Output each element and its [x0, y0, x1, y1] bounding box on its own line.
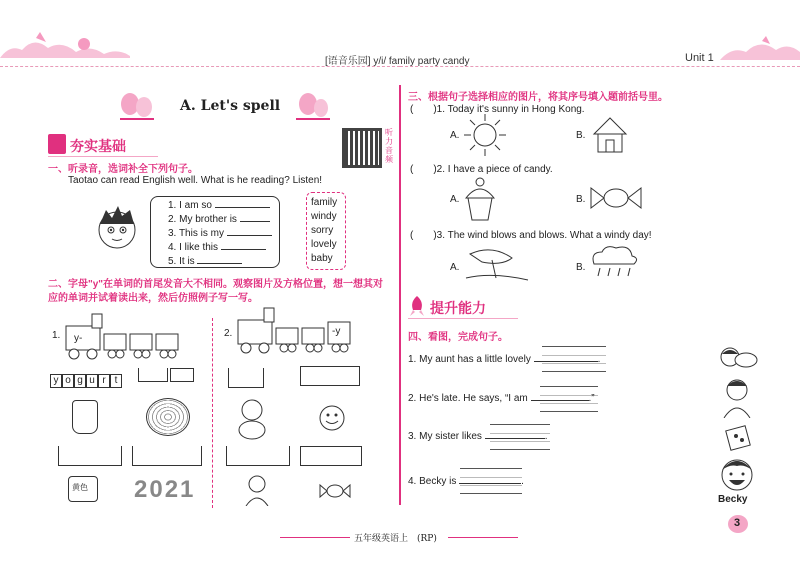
late-boy-icon: [720, 378, 754, 423]
top-deco-left: [0, 30, 130, 58]
wrapped-candy-icon: [588, 184, 644, 217]
year-label: 2021: [134, 476, 196, 503]
q3-item-2: ( )2. I have a piece of candy.: [410, 164, 553, 175]
footer-rule-right: [448, 537, 518, 538]
baby-icon: [236, 398, 268, 445]
yogurt-example: [50, 370, 122, 388]
word-option: windy: [311, 211, 337, 222]
sun-icon: [462, 112, 508, 163]
letter-grid[interactable]: [58, 446, 122, 466]
title-deco-right: [296, 92, 330, 125]
cupcake-icon: [462, 176, 498, 222]
footer-book: 五年级英语上 (RP): [354, 534, 437, 544]
q2-instruction: 二、字母"y"在单词的首尾发音大不相同。观察图片及方格位置，想一想其对应的单词并试着读出来，然后仿照例子写一写。: [48, 279, 384, 304]
landscape-icon: [720, 34, 800, 60]
book-icon: [48, 134, 66, 154]
letter-grid[interactable]: [300, 366, 360, 386]
word-option: family: [311, 197, 338, 208]
option-a-label: A.: [450, 130, 460, 141]
answer-blank[interactable]: [221, 249, 266, 250]
tree-icon: [120, 92, 154, 120]
header-topic: [语音乐园] y/i/ family party candy: [325, 56, 470, 67]
q3-instruction: 三、根据句子选择相应的图片，将其序号填入题前括号里。: [408, 92, 668, 103]
sun-icon: [462, 112, 508, 158]
rain-cloud-icon: [586, 244, 640, 285]
option-a-label: A.: [450, 262, 460, 273]
letter-grid[interactable]: [226, 446, 290, 466]
q1-sentence: 1. I am so: [168, 200, 212, 211]
q2-col2-label: 2.: [224, 328, 233, 339]
boy-face-icon: [92, 202, 142, 252]
section-underline: [408, 318, 518, 319]
option-a-label: A.: [450, 194, 460, 205]
section-underline: [48, 156, 158, 157]
candy-bag-icon: [722, 422, 754, 457]
letter-grid[interactable]: [132, 446, 202, 466]
q4-end: .: [521, 476, 524, 487]
q1-intro: Taotao can read English well. What is he reading? Listen!: [68, 175, 323, 186]
boy-icon: [242, 474, 272, 506]
q1-sentence: 4. I like this: [168, 242, 219, 253]
letter-grid[interactable]: [228, 368, 264, 388]
footer-rule-left: [280, 537, 350, 538]
option-b-label: B.: [576, 262, 586, 273]
header-rule-right: [400, 66, 800, 67]
section-basic-title: 夯实基础: [70, 139, 126, 155]
sorry-boy-icon: [242, 474, 272, 511]
word-option: baby: [311, 253, 333, 264]
header-rule-left: [0, 66, 400, 67]
q1-sentence: 2. My brother is: [168, 214, 237, 225]
smiley-icon: [318, 404, 346, 437]
candy-icon: [722, 422, 754, 452]
answer-blank[interactable]: [215, 207, 270, 208]
q2-divider: [212, 318, 213, 508]
title-deco-left: [120, 92, 154, 125]
cupcake-icon: [462, 176, 498, 227]
q2-col2-train-label: -y: [332, 326, 341, 337]
q1-words: [311, 197, 337, 267]
q2-col1-label: 1.: [52, 330, 61, 341]
letter-grid[interactable]: [300, 446, 362, 466]
answer-blank[interactable]: [197, 263, 242, 264]
smiley-icon: [318, 404, 346, 432]
q4-item-4: [408, 476, 524, 487]
boy-illustration: [92, 202, 142, 257]
girl-face-icon: [718, 456, 756, 492]
answer-blank[interactable]: [534, 361, 598, 362]
letter-cell: o: [62, 374, 74, 388]
answer-blank[interactable]: [227, 235, 272, 236]
q3-item-3: ( )3. The wind blows and blows. What a windy day!: [410, 230, 652, 241]
q3-item-1: ( )1. Today it's sunny in Hong Kong.: [410, 104, 585, 115]
q4-item-2: [408, 393, 595, 404]
page-number: 3: [734, 517, 741, 529]
becky-face-icon: [718, 456, 756, 497]
answer-blank[interactable]: [531, 400, 589, 401]
house-icon: [590, 112, 630, 156]
becky-label: Becky: [718, 494, 748, 505]
rain-cloud-icon: [586, 244, 640, 280]
letter-cell: r: [98, 374, 110, 388]
q4-instruction: 四、看图，完成句子。: [408, 332, 508, 343]
letter-grid[interactable]: [170, 368, 194, 382]
answer-blank[interactable]: [485, 438, 545, 439]
lesson-title: A. Let's spell: [180, 98, 281, 114]
q2-col1-train-label: y-: [74, 333, 83, 344]
candy-icon: [588, 184, 644, 212]
q4-item-3: [408, 431, 547, 442]
option-b-label: B.: [576, 130, 586, 141]
q4-end: .”: [588, 393, 595, 404]
word-option: sorry: [311, 225, 334, 236]
baby-icon: [236, 398, 268, 440]
candy-icon: [318, 482, 352, 505]
boy-icon: [720, 378, 754, 418]
yellow-label: 黄色: [72, 483, 88, 492]
q4-item-1: [408, 354, 600, 365]
letter-cell: y: [50, 374, 62, 388]
candy-icon: [318, 482, 352, 500]
q1-sentence: 3. This is my: [168, 228, 224, 239]
section-advance-title: 提升能力: [430, 301, 486, 317]
yarn-icon: [146, 398, 190, 436]
q4-sentence: 2. He's late. He says, “I am: [408, 393, 528, 404]
windy-tree-icon: [462, 244, 532, 289]
q4-end: .: [544, 431, 548, 442]
q4-end: .: [597, 354, 601, 365]
header-unit: Unit 1: [685, 52, 714, 64]
q4-sentence: 3. My sister likes: [408, 431, 482, 442]
letter-cell: t: [110, 374, 122, 388]
yogurt-icon: [72, 400, 98, 434]
qr-code[interactable]: [342, 128, 382, 168]
qr-note: 听力音频: [385, 128, 393, 164]
q4-sentence: 1. My aunt has a little lovely: [408, 354, 531, 365]
baby-sleeping-icon: [718, 344, 758, 375]
baby-icon: [718, 344, 758, 370]
center-divider: [399, 85, 401, 505]
word-option: lovely: [311, 239, 337, 250]
letter-grid[interactable]: [138, 368, 168, 382]
letter-cell: u: [86, 374, 98, 388]
tree-icon: [296, 92, 330, 120]
q1-sentence: 5. It is: [168, 256, 195, 267]
snowy-house-icon: [590, 112, 630, 161]
top-deco-right: [720, 34, 800, 60]
option-b-label: B.: [576, 194, 586, 205]
q1-sentences: [168, 200, 272, 270]
answer-blank[interactable]: [459, 483, 521, 484]
wind-icon: [462, 244, 532, 284]
letter-cell: g: [74, 374, 86, 388]
q1-instruction: 一、听录音，选词补全下列句子。: [48, 164, 198, 175]
q4-sentence: 4. Becky is: [408, 476, 457, 487]
landscape-icon: [0, 30, 130, 58]
rocket-icon: [408, 296, 426, 316]
answer-blank[interactable]: [240, 221, 270, 222]
